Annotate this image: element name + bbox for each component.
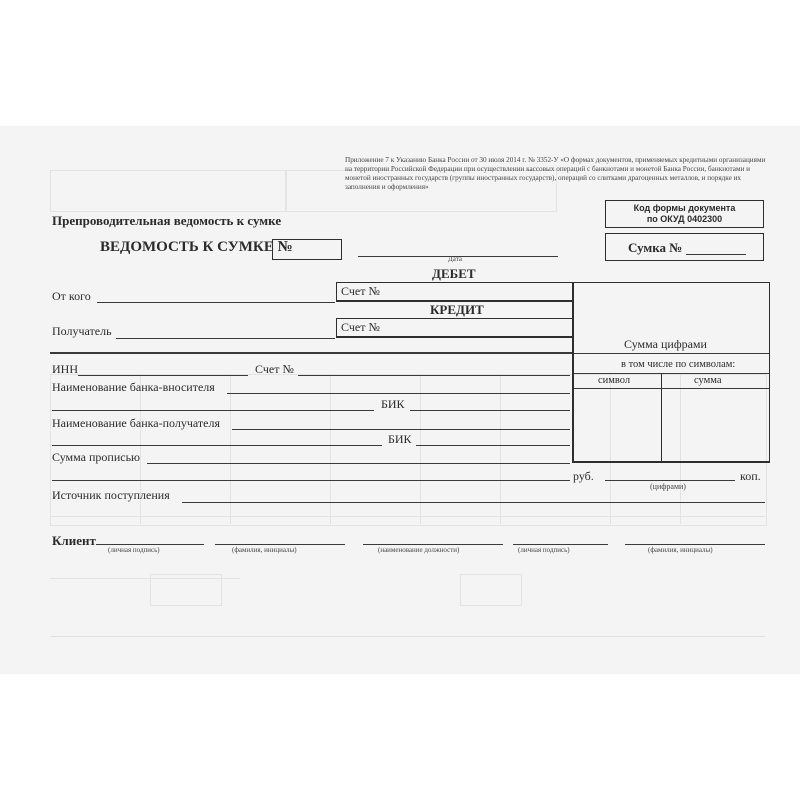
client-signature-line[interactable]	[96, 544, 204, 545]
credit-account-label: Счет №	[341, 320, 380, 334]
sum-digits-box	[572, 282, 770, 463]
debit-account-box[interactable]	[336, 282, 574, 302]
sum-words-label: Сумма прописью	[52, 450, 141, 464]
incl-symbols-label: в том числе по символам:	[621, 359, 736, 370]
bag-number-line[interactable]	[686, 254, 746, 255]
from-field[interactable]	[97, 302, 335, 303]
form-sheet	[0, 126, 800, 674]
signature-caption: (личная подпись)	[108, 546, 160, 554]
credit-account-box[interactable]	[336, 318, 574, 338]
debit-account-label: Счет №	[341, 284, 380, 298]
client-signature2-line[interactable]	[513, 544, 608, 545]
show-through-box	[460, 574, 522, 606]
bank-recipient-label: Наименование банка-получателя	[52, 416, 220, 430]
symbol-table-top	[574, 373, 769, 374]
name2-caption: (фамилия, инициалы)	[648, 546, 713, 554]
kop-label: коп.	[740, 469, 761, 483]
bank-recipient-field[interactable]	[232, 429, 570, 430]
bik1-field[interactable]	[410, 410, 570, 411]
recipient-field[interactable]	[116, 338, 335, 339]
inn-label: ИНН	[52, 362, 78, 376]
sum-words-field-line2[interactable]	[52, 480, 570, 481]
appendix-note: Приложение 7 к Указанию Банка России от 30 июля 2014 г. № 3352-У «О формах документов, применяемых кредитными организациями на территории Российской Федерации при осуществлении кассовых операций с банкнотами и монетой Банка России, банкнотами и монетой иностранных государств (группы иностранных государств), операций со слитками драгоценных металлов, и порядке их заполнения и оформления»	[345, 156, 766, 191]
position-caption: (наименование должности)	[378, 546, 460, 554]
show-through-line	[50, 636, 765, 637]
bag-statement-number-field[interactable]	[272, 239, 342, 260]
income-source-label: Источник поступления	[52, 488, 170, 502]
client-name2-line[interactable]	[625, 544, 765, 545]
client-name-line[interactable]	[215, 544, 345, 545]
show-through-box	[50, 170, 287, 212]
bik2-label: БИК	[388, 432, 412, 446]
col-symbol-header: символ	[598, 375, 631, 386]
sum-digits-field[interactable]	[574, 353, 769, 354]
from-label: От кого	[52, 289, 91, 303]
show-through-line	[50, 516, 765, 517]
bank-depositor-label: Наименование банка-вносителя	[52, 380, 215, 394]
show-through-box	[150, 574, 222, 606]
credit-bottom-line	[50, 352, 573, 354]
signature2-caption: (личная подпись)	[518, 546, 570, 554]
form-code-label: Код формы документа	[633, 203, 736, 213]
account-label: Счет №	[255, 362, 294, 376]
bank-depositor-field-line2[interactable]	[52, 410, 374, 411]
in-digits-label: (цифрами)	[650, 482, 686, 491]
income-source-field[interactable]	[182, 502, 765, 503]
client-label: Клиент	[52, 533, 96, 548]
date-label: Дата	[448, 255, 462, 263]
bank-recipient-field-line2[interactable]	[52, 445, 382, 446]
inn-field[interactable]	[78, 375, 248, 376]
symbol-table-header-line	[574, 388, 769, 389]
bik2-field[interactable]	[416, 445, 570, 446]
sum-words-field[interactable]	[147, 463, 570, 464]
form-code-value: по ОКУД 0402300	[646, 214, 723, 224]
symbol-table-divider	[661, 373, 662, 461]
recipient-label: Получатель	[52, 324, 112, 338]
kop-field[interactable]	[605, 480, 735, 481]
bik1-label: БИК	[381, 397, 405, 411]
name-caption: (фамилия, инициалы)	[232, 546, 297, 554]
form-code-box	[605, 200, 764, 228]
bag-number-box	[605, 233, 764, 261]
page-title: ВЕДОМОСТЬ К СУМКЕ №	[100, 239, 293, 255]
client-position-line[interactable]	[363, 544, 503, 545]
document-subtitle: Препроводительная ведомость к сумке	[52, 213, 282, 228]
sum-digits-label: Сумма цифрами	[624, 337, 707, 351]
col-amount-header: сумма	[694, 375, 722, 386]
account-field[interactable]	[298, 375, 570, 376]
bag-number-label: Сумка №	[628, 240, 683, 255]
credit-label: КРЕДИТ	[430, 302, 484, 317]
rub-label: руб.	[573, 469, 594, 483]
bank-depositor-field[interactable]	[227, 393, 570, 394]
debit-label: ДЕБЕТ	[432, 266, 476, 281]
